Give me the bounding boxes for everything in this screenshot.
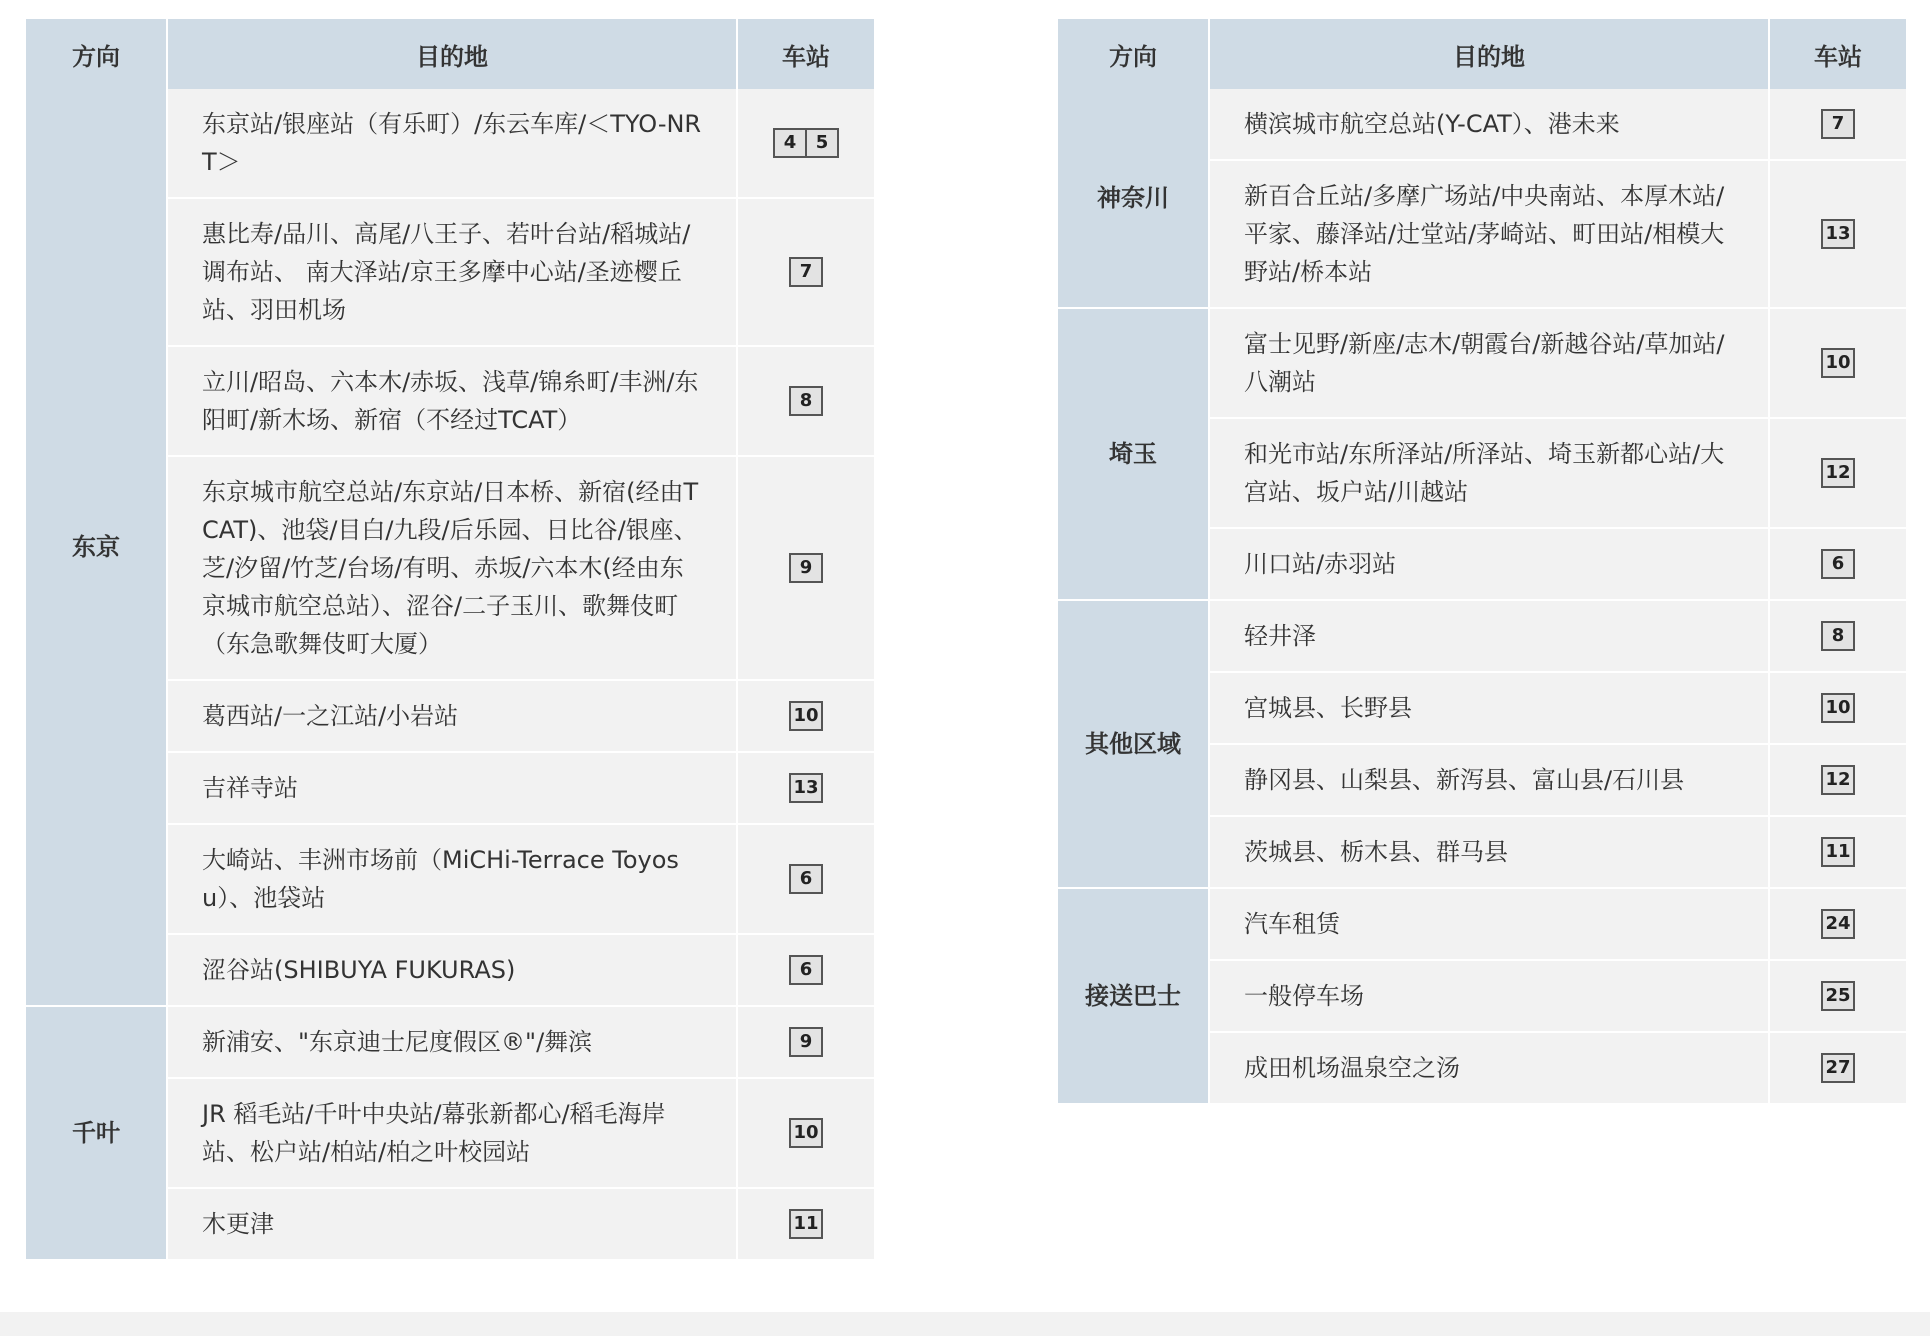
station-number-badge: 24 [1821,909,1855,939]
station-cell [738,199,874,347]
station-cell [738,825,874,935]
table-row [1058,601,1906,673]
destination-cell: 轻井泽 [1210,601,1770,673]
table-body [26,89,874,1261]
direction-cell: 神奈川 [1058,89,1210,309]
bus-destination-table-left [26,19,874,1261]
station-cell [1770,309,1906,419]
destination-cell: 富士见野/新座/志木/朝霞台/新越谷站/草加站/八潮站 [1210,309,1770,419]
station-number-badge: 13 [1821,219,1855,249]
station-cell [738,1007,874,1079]
destination-cell: 立川/昭岛、六本木/赤坂、浅草/锦糸町/丰洲/东阳町/新木场、新宿（不经过TCAT） [168,347,738,457]
destination-cell: 茨城县、栃木县、群马县 [1210,817,1770,889]
station-number-badge: 8 [789,386,823,416]
station-number-badge: 12 [1821,765,1855,795]
direction-cell: 千叶 [26,1007,168,1261]
destination-cell: 新百合丘站/多摩广场站/中央南站、本厚木站/平家、藤泽站/辻堂站/茅崎站、町田站/相模大野站/桥本站 [1210,161,1770,309]
direction-cell: 其他区域 [1058,601,1210,889]
station-number-badge: 7 [1821,109,1855,139]
station-number-badge: 5 [805,128,839,158]
station-number-badge: 11 [789,1209,823,1239]
bus-destination-table-right [1058,19,1906,1105]
station-cell [1770,601,1906,673]
station-cell [1770,961,1906,1033]
direction-header: 方向 [1058,19,1210,89]
station-number-badge: 10 [789,701,823,731]
station-number-badge: 13 [789,773,823,803]
station-number-badge: 6 [789,864,823,894]
station-cell [1770,161,1906,309]
station-number-badge: 27 [1821,1053,1855,1083]
destination-cell: 静冈县、山梨县、新泻县、富山县/石川县 [1210,745,1770,817]
direction-cell: 东京 [26,89,168,1007]
station-cell [738,347,874,457]
station-cell [738,1079,874,1189]
station-cell [1770,745,1906,817]
station-number-badge: 6 [789,955,823,985]
table-row [26,1007,874,1079]
station-number-badge: 9 [789,553,823,583]
table-header-row [1058,19,1906,89]
station-header: 车站 [738,19,874,89]
table-header-row [26,19,874,89]
table-row [1058,309,1906,419]
station-cell [738,753,874,825]
station-cell [1770,817,1906,889]
station-cell [1770,673,1906,745]
footer-band [0,1312,1930,1336]
station-number-badge: 12 [1821,458,1855,488]
station-cell [738,1189,874,1261]
destination-cell: 惠比寿/品川、高尾/八王子、若叶台站/稻城站/调布站、 南大泽站/京王多摩中心站/圣迹樱丘站、羽田机场 [168,199,738,347]
destination-cell: 横滨城市航空总站(Y-CAT）、港未来 [1210,89,1770,161]
destination-cell: 吉祥寺站 [168,753,738,825]
destination-cell: 大崎站、丰洲市场前（MiCHi-Terrace Toyosu）、池袋站 [168,825,738,935]
station-cell [1770,89,1906,161]
station-number-badge: 10 [789,1118,823,1148]
station-cell [1770,889,1906,961]
destination-header: 目的地 [1210,19,1770,89]
station-cell [1770,1033,1906,1105]
destination-cell: 木更津 [168,1189,738,1261]
destination-cell: 涩谷站(SHIBUYA FUKURAS) [168,935,738,1007]
destination-cell: 新浦安、"东京迪士尼度假区®"/舞滨 [168,1007,738,1079]
station-number-badge: 4 [773,128,807,158]
destination-cell: 东京站/银座站（有乐町）/东云车库/＜TYO-NRT＞ [168,89,738,199]
destination-header: 目的地 [168,19,738,89]
station-cell [1770,419,1906,529]
destination-cell: 宫城县、长野县 [1210,673,1770,745]
destination-cell: 汽车租赁 [1210,889,1770,961]
station-cell [1770,529,1906,601]
destination-cell: 成田机场温泉空之汤 [1210,1033,1770,1105]
station-header: 车站 [1770,19,1906,89]
table-row [1058,89,1906,161]
destination-cell: 川口站/赤羽站 [1210,529,1770,601]
station-number-badge: 11 [1821,837,1855,867]
destination-cell: JR 稻毛站/千叶中央站/幕张新都心/稻毛海岸站、松户站/柏站/柏之叶校园站 [168,1079,738,1189]
table-row [1058,889,1906,961]
direction-header: 方向 [26,19,168,89]
destination-cell: 东京城市航空总站/东京站/日本桥、新宿(经由TCAT)、池袋/目白/九段/后乐园、日比谷/银座、 芝/汐留/竹芝/台场/有明、赤坂/六本木(经由东京城市航空总站）、涩谷/二子玉川、歌舞伎町（东急歌舞伎町大厦） [168,457,738,681]
table-body [1058,89,1906,1105]
station-number-badge: 6 [1821,549,1855,579]
station-number-badge: 7 [789,257,823,287]
station-cell [738,935,874,1007]
station-number-badge: 25 [1821,981,1855,1011]
table-row [26,89,874,199]
station-number-badge: 10 [1821,693,1855,723]
station-number-badge: 8 [1821,621,1855,651]
station-number-badge: 9 [789,1027,823,1057]
station-number-badge: 10 [1821,348,1855,378]
destination-cell: 和光市站/东所泽站/所泽站、埼玉新都心站/大宫站、坂户站/川越站 [1210,419,1770,529]
station-cell [738,457,874,681]
direction-cell: 埼玉 [1058,309,1210,601]
destination-cell: 一般停车场 [1210,961,1770,1033]
direction-cell: 接送巴士 [1058,889,1210,1105]
station-cell [738,89,874,199]
destination-cell: 葛西站/一之江站/小岩站 [168,681,738,753]
station-cell [738,681,874,753]
